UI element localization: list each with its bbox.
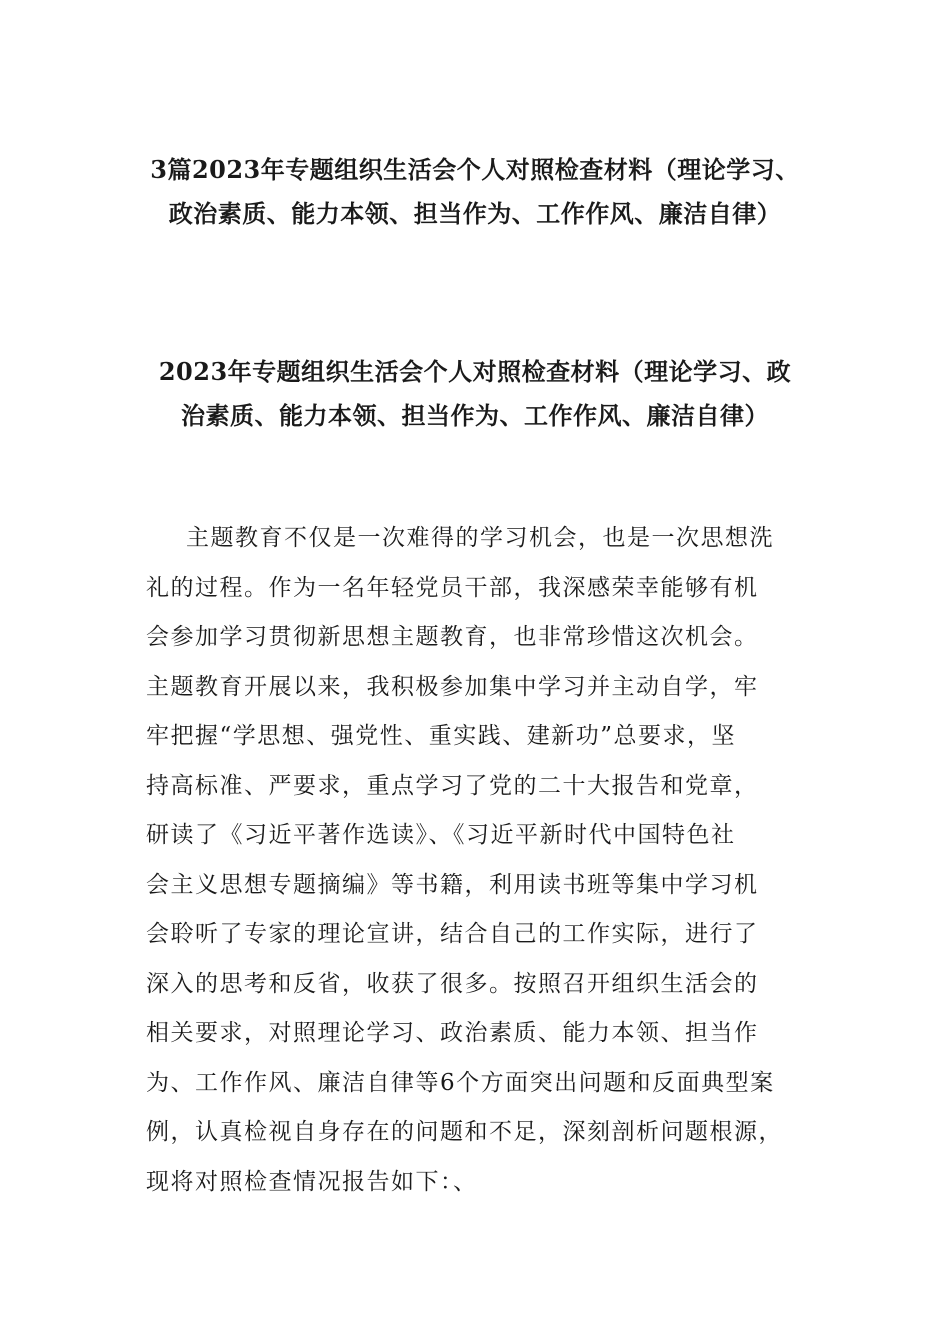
body-line: 牢把握“学思想、强党性、重实践、建新功”总要求，坚 [146,723,737,749]
body-line: 相关要求，对照理论学习、政治素质、能力本领、担当作 [146,1020,759,1046]
body-line: 深入的思考和反省，收获了很多。按照召开组织生活会的 [146,970,759,997]
body-line: 现将对照检查情况报告如下：、 [146,1168,478,1195]
body-line: 持高标准、严要求，重点学习了党的二十大报告和党章， [146,772,759,799]
body-line: 会参加学习贯彻新思想主题教育，也非常珍惜这次机会。 [146,624,759,650]
body-line: 会主义思想专题摘编》等书籍，利用读书班等集中学习机 [146,871,759,898]
document-title-line-2: 政治素质、能力本领、担当作为、工作作风、廉洁自律） [168,199,782,228]
document-title [120,148,830,236]
body-line: 主题教育不仅是一次难得的学习机会，也是一次思想洗 [186,525,774,551]
body-line: 为、工作作风、廉洁自律等6个方面突出问题和反面典型案 [146,1069,775,1096]
document-title-line-1: 3篇2023年专题组织生活会个人对照检查材料（理论学习、 [150,155,800,184]
body-line: 例，认真检视自身存在的问题和不足，深刻剖析问题根源， [146,1119,783,1145]
body-line: 研读了《习近平著作选读》、《习近平新时代中国特色社 [146,822,736,848]
section-title-line-2: 治素质、能力本领、担当作为、工作作风、廉洁自律） [181,401,769,430]
section-title-line-1: 2023年专题组织生活会个人对照检查材料（理论学习、政 [158,357,792,386]
body-paragraph [146,514,806,1207]
body-line: 礼的过程。作为一名年轻党员干部，我深感荣幸能够有机 [146,574,759,601]
body-line: 主题教育开展以来，我积极参加集中学习并主动自学，牢 [146,673,759,700]
section-title [120,350,830,438]
body-line: 会聆听了专家的理论宣讲，结合自己的工作实际，进行了 [146,921,759,947]
